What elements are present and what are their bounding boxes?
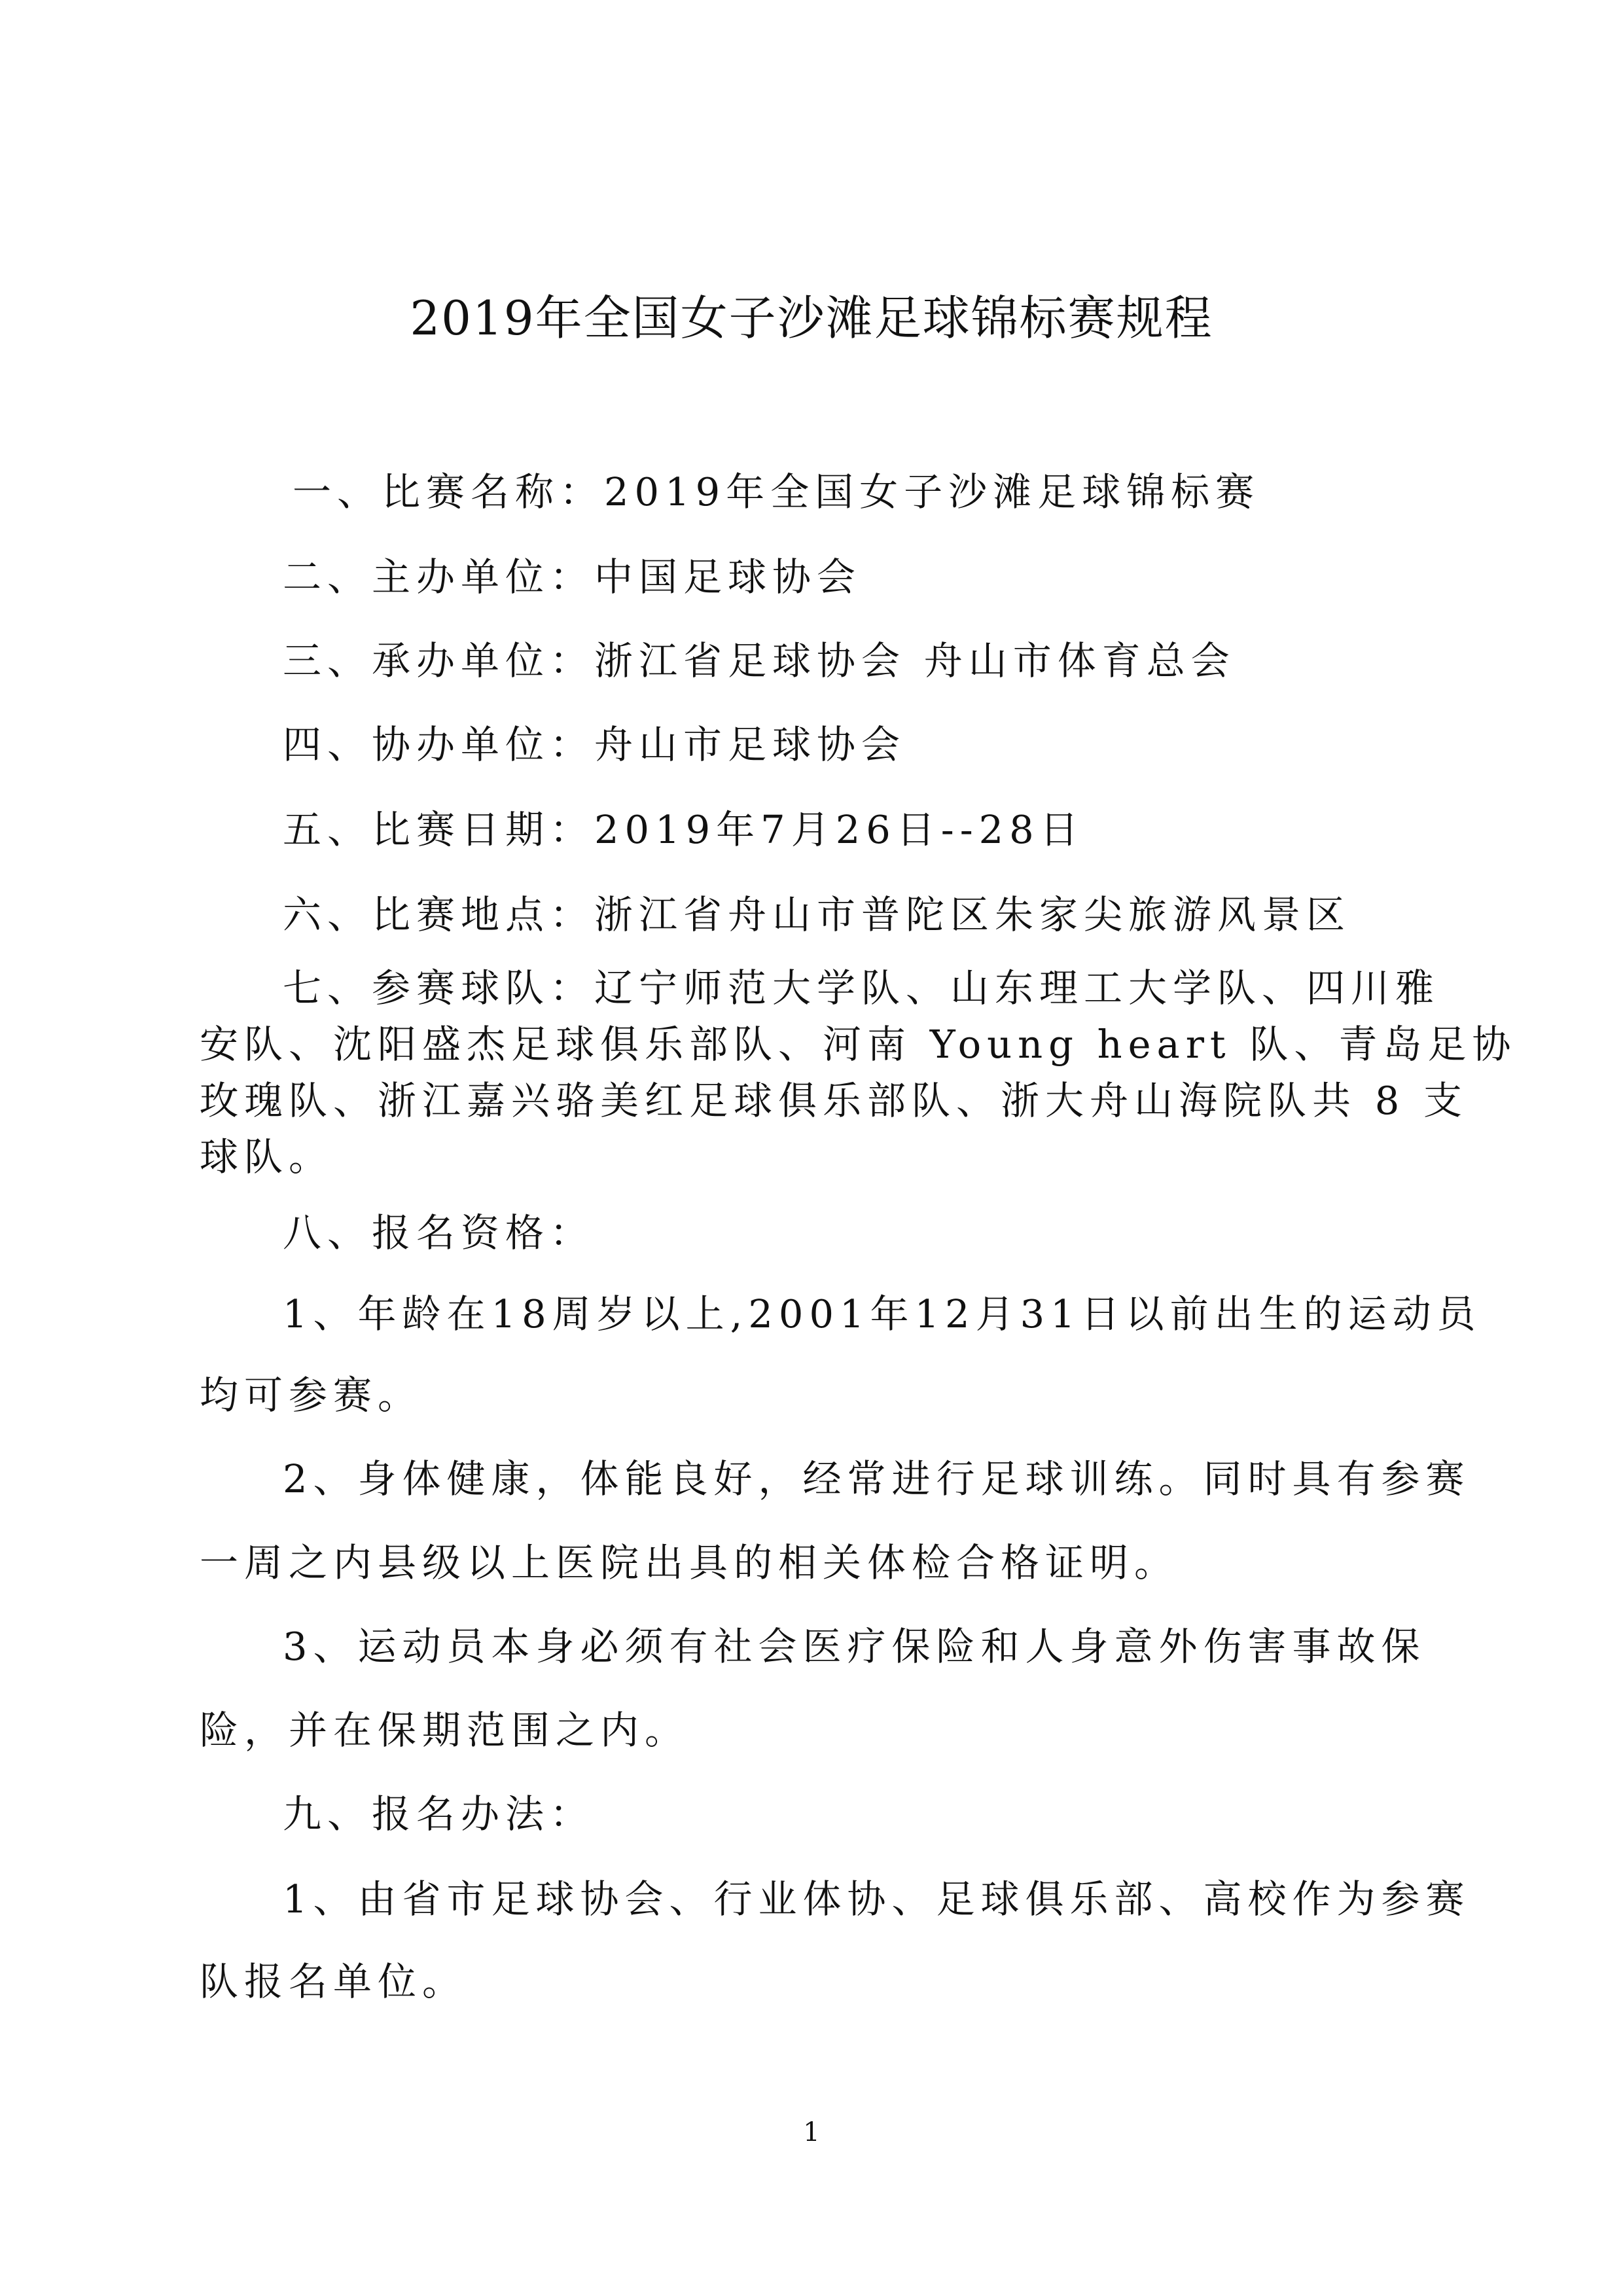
clause-3-host: 三、承办单位：浙江省足球协会 舟山市体育总会: [283, 638, 1236, 683]
clause-7-teams-line-3: 玫瑰队、浙江嘉兴骆美红足球俱乐部队、浙大舟山海院队共 8 支: [200, 1078, 1469, 1123]
clause-6-venue: 六、比赛地点：浙江省舟山市普陀区朱家尖旅游风景区: [283, 892, 1351, 937]
clause-8-item-2-line-1: 2、身体健康，体能良好，经常进行足球训练。同时具有参赛: [283, 1456, 1471, 1501]
clause-8-item-1-line-2: 均可参赛。: [200, 1372, 423, 1418]
clause-7-teams-line-4: 球队。: [200, 1134, 334, 1179]
clause-8-item-3-line-1: 3、运动员本身必须有社会医疗保险和人身意外伤害事故保: [283, 1624, 1426, 1669]
clause-8-item-2-line-2: 一周之内县级以上医院出具的相关体检合格证明。: [200, 1540, 1179, 1585]
clause-5-date: 五、比赛日期：2019年7月26日--28日: [283, 807, 1084, 852]
clause-9-item-1-line-1: 1、由省市足球协会、行业体协、足球俱乐部、高校作为参赛: [283, 1876, 1471, 1922]
clause-2-organizer: 二、主办单位：中国足球协会: [283, 554, 862, 600]
clause-7-teams-line-1: 七、参赛球队：辽宁师范大学队、山东理工大学队、四川雅: [283, 965, 1440, 1011]
clause-8-item-1-line-1: 1、年龄在18周岁以上,2001年12月31日以前出生的运动员: [283, 1291, 1482, 1336]
clause-9-heading: 九、报名办法：: [283, 1791, 595, 1837]
page-number: 1: [803, 2117, 820, 2147]
clause-4-co-organizer: 四、协办单位：舟山市足球协会: [283, 722, 906, 767]
clause-9-item-1-line-2: 队报名单位。: [200, 1959, 467, 2004]
clause-7-teams-line-2: 安队、沈阳盛杰足球俱乐部队、河南 Young heart 队、青岛足协: [200, 1022, 1517, 1067]
clause-1-event-name: 一、比赛名称：2019年全国女子沙滩足球锦标赛: [293, 469, 1260, 514]
clause-8-item-3-line-2: 险，并在保期范围之内。: [200, 1708, 690, 1753]
document-title: 2019年全国女子沙滩足球锦标赛规程: [410, 291, 1213, 346]
clause-8-heading: 八、报名资格：: [283, 1210, 595, 1255]
